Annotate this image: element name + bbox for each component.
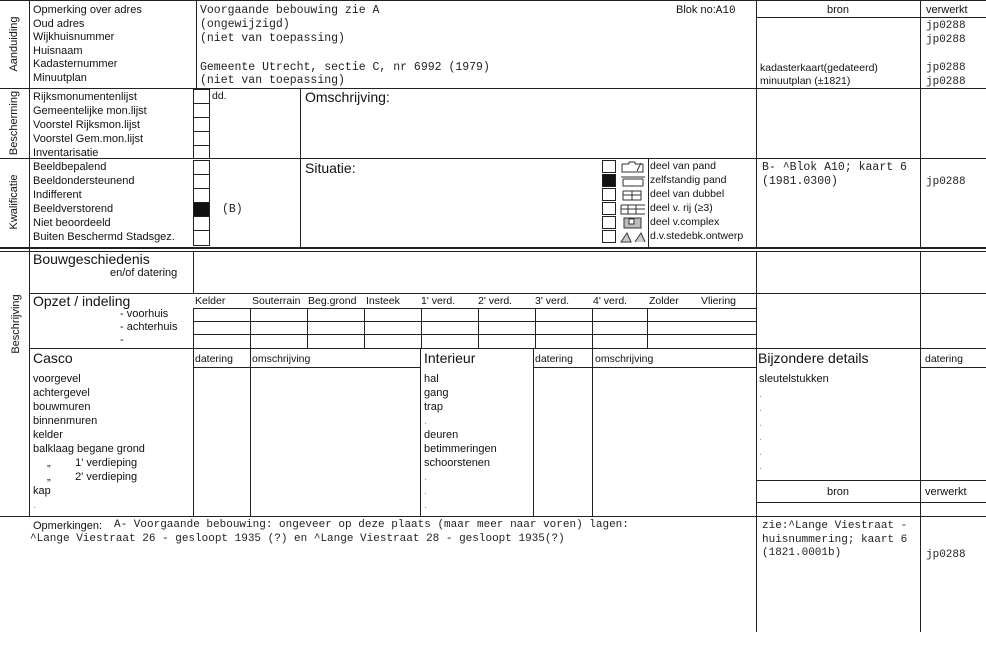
aanduiding-verwerkt: jp0288 [926, 20, 966, 32]
bescherming-checkbox[interactable] [193, 117, 210, 132]
row-house-icon [619, 202, 647, 215]
opmerkingen-bron: zie:^Lange Viestraat - huisnummering; kaart 6 (1821.0001b) [762, 520, 908, 559]
situatie-option-label: deel van dubbel [650, 188, 725, 200]
aanduiding-label: Kadasternummer [33, 58, 118, 70]
situatie-checkbox[interactable] [602, 216, 616, 229]
opmerkingen-verwerkt: jp0288 [926, 549, 966, 561]
aanduiding-label: Oud adres [33, 17, 85, 30]
situatie-option-label: deel v.complex [650, 216, 720, 228]
kwalificatie-bron: B- ^Blok A10; kaart 6 (1981.0300) [762, 161, 907, 188]
bijzondere-item: . [759, 431, 763, 443]
interieur-item: gang [424, 387, 449, 399]
aanduiding-labels [33, 4, 142, 85]
interieur-item: trap [424, 401, 443, 413]
casco-item: balklaag begane grond [33, 443, 145, 455]
section-label-bescherming: Bescherming [8, 90, 20, 156]
kwalificatie-item: Niet beoordeeld [33, 217, 111, 229]
complex-icon [619, 216, 647, 229]
aanduiding-label: Wijkhuisnummer [33, 31, 115, 43]
blok-label: Blok no: [676, 4, 716, 16]
bijzondere-bron-header: bron [826, 486, 850, 498]
bijzondere-item: . [759, 402, 763, 414]
opzet-row-label: - voorhuis [120, 308, 169, 320]
interieur-item: schoorstenen [424, 457, 491, 469]
kwalificatie-checkbox[interactable] [193, 216, 210, 231]
situatie-checkbox[interactable] [602, 230, 616, 243]
blok-value: A10 [715, 5, 736, 17]
bescherming-checkbox[interactable] [193, 145, 210, 159]
urban-design-icon [619, 230, 647, 243]
bijzondere-item: . [759, 387, 763, 400]
bijzondere-datering-label: datering [925, 353, 963, 365]
opmerkingen-line1[interactable]: A- Voorgaande bebouwing: ongeveer op deze plaats (maar meer naar voren) lagen: [114, 519, 629, 531]
casco-title: Casco [33, 350, 73, 366]
casco-item: achtergevel [33, 387, 90, 399]
aanduiding-label: Opmerking over adres [33, 4, 142, 16]
aanduiding-label: Huisnaam [33, 44, 83, 57]
blok-number [676, 4, 736, 18]
casco-item: binnenmuren [33, 415, 98, 427]
opmerkingen-line2[interactable]: ^Lange Viestraat 26 - gesloopt 1935 (?) en ^Lange Viestraat 28 - gesloopt 1935(?) [30, 533, 565, 545]
bescherming-item: Rijksmonumentenlijst [33, 91, 137, 103]
casco-item: kelder [33, 429, 63, 441]
casco-item: . [33, 499, 37, 511]
opzet-column: Zolder [649, 295, 679, 307]
bescherming-item: Inventarisatie [33, 147, 99, 159]
casco-datering-label: datering [195, 353, 233, 365]
interieur-item: . [424, 499, 428, 511]
bijzondere-item: . [759, 445, 763, 458]
omschrijving-label: Omschrijving: [305, 89, 390, 105]
opzet-column: 3' verd. [535, 295, 570, 307]
bouwgeschiedenis-title: Bouwgeschiedenis [33, 251, 150, 267]
aanduiding-verwerkt: jp0288 [926, 76, 966, 88]
bouwgeschiedenis-subtitle: en/of datering [110, 267, 178, 279]
kwalificatie-note: (B) [222, 203, 243, 216]
interieur-items [424, 372, 497, 512]
bescherming-item: Voorstel Gem.mon.lijst [33, 133, 144, 145]
casco-item: bouwmuren [33, 401, 91, 413]
interieur-item: . [424, 471, 428, 483]
kwalificatie-checkbox[interactable] [193, 188, 210, 203]
casco-item: voorgevel [33, 373, 81, 385]
opzet-row-label: - [120, 334, 124, 346]
kwalificatie-checkbox[interactable] [193, 202, 210, 217]
interieur-omschrijving-label: omschrijving [595, 353, 654, 365]
casco-item: kap [33, 485, 51, 497]
bijzondere-item: . [759, 416, 763, 429]
aanduiding-bron: minuutplan (±1821) [760, 75, 851, 87]
bescherming-item: Gemeentelijke mon.lijst [33, 105, 147, 117]
opmerkingen-label: Opmerkingen: [33, 520, 103, 532]
kwalificatie-item: Beeldverstorend [33, 203, 114, 215]
interieur-item: . [424, 415, 428, 427]
situatie-checkbox[interactable] [602, 174, 616, 187]
situatie-checkbox[interactable] [602, 160, 616, 173]
kwalificatie-labels [33, 160, 175, 244]
section-label-kwalificatie: Kwalificatie [8, 174, 20, 230]
bescherming-labels [33, 90, 147, 160]
situatie-label: Situatie: [305, 160, 356, 176]
opzet-title: Opzet / indeling [33, 293, 131, 309]
situatie-checkbox[interactable] [602, 188, 616, 201]
kwalificatie-checkbox[interactable] [193, 160, 210, 175]
kwalificatie-checkbox[interactable] [193, 230, 210, 246]
casco-item: „ 1' verdieping [47, 457, 138, 469]
opzet-column: 2' verd. [478, 295, 513, 307]
casco-items [33, 372, 145, 512]
interieur-datering-label: datering [535, 353, 573, 365]
aanduiding-value[interactable]: (niet van toepassing) [200, 74, 345, 87]
section-label-aanduiding: Aanduiding [8, 16, 20, 72]
aanduiding-verwerkt: jp0288 [926, 62, 966, 74]
opzet-column: 1' verd. [421, 295, 456, 307]
aanduiding-value[interactable]: (niet van toepassing) [200, 32, 345, 45]
interieur-item: betimmeringen [424, 443, 497, 455]
kwalificatie-item: Buiten Beschermd Stadsgez. [33, 231, 175, 243]
kwalificatie-item: Indifferent [33, 189, 82, 201]
bijzondere-item: . [759, 460, 763, 472]
aanduiding-value[interactable]: Gemeente Utrecht, sectie C, nr 6992 (1979) [200, 61, 490, 74]
kwalificatie-item: Beeldbepalend [33, 161, 107, 173]
opzet-row-label: - achterhuis [120, 321, 178, 333]
pand-part-icon [619, 160, 647, 173]
dd-label: dd. [212, 90, 227, 102]
situatie-option-label: zelfstandig pand [650, 174, 727, 186]
situatie-option-label: d.v.stedebk.ontwerp [650, 230, 744, 242]
opzet-column: Beg.grond [308, 295, 357, 307]
aanduiding-verwerkt: jp0288 [926, 34, 966, 46]
opzet-column: 4' verd. [593, 295, 628, 307]
bijzondere-item: sleutelstukken [759, 373, 829, 385]
kwalificatie-verwerkt: jp0288 [926, 176, 966, 188]
casco-omschrijving-label: omschrijving [252, 353, 311, 365]
bijzondere-items [759, 372, 829, 474]
opzet-column: Kelder [195, 295, 226, 307]
bijzondere-verwerkt-header: verwerkt [925, 486, 967, 498]
casco-item: „ 2' verdieping [47, 471, 138, 483]
bescherming-checkbox[interactable] [193, 89, 210, 104]
kwalificatie-item: Beeldondersteunend [33, 175, 135, 187]
bescherming-checkbox[interactable] [193, 103, 210, 118]
situatie-option-label: deel v. rij (≥3) [650, 202, 713, 214]
bescherming-checkbox[interactable] [193, 131, 210, 146]
aanduiding-label: Minuutplan [33, 71, 87, 84]
section-label-beschrijving: Beschrijving [10, 294, 22, 354]
opzet-column: Vliering [701, 295, 737, 307]
interieur-title: Interieur [424, 350, 476, 366]
kwalificatie-checkbox[interactable] [193, 174, 210, 189]
interieur-item: hal [424, 373, 439, 385]
standalone-building-icon [619, 174, 647, 187]
verwerkt-header: verwerkt [926, 4, 968, 16]
aanduiding-value[interactable]: Voorgaande bebouwing zie A [200, 4, 380, 17]
bijzondere-title: Bijzondere details [758, 350, 869, 366]
opzet-column: Insteek [366, 295, 400, 307]
bron-header: bron [826, 4, 850, 16]
interieur-item: deuren [424, 429, 459, 441]
situatie-option-label: deel van pand [650, 160, 716, 172]
situatie-checkbox[interactable] [602, 202, 616, 215]
double-house-icon [619, 188, 647, 201]
opzet-column: Souterrain [252, 295, 301, 307]
bescherming-item: Voorstel Rijksmon.lijst [33, 119, 140, 131]
aanduiding-bron: kadasterkaart(gedateerd) [760, 62, 878, 74]
interieur-item: . [424, 485, 428, 497]
aanduiding-value[interactable]: (ongewijzigd) [200, 18, 290, 31]
